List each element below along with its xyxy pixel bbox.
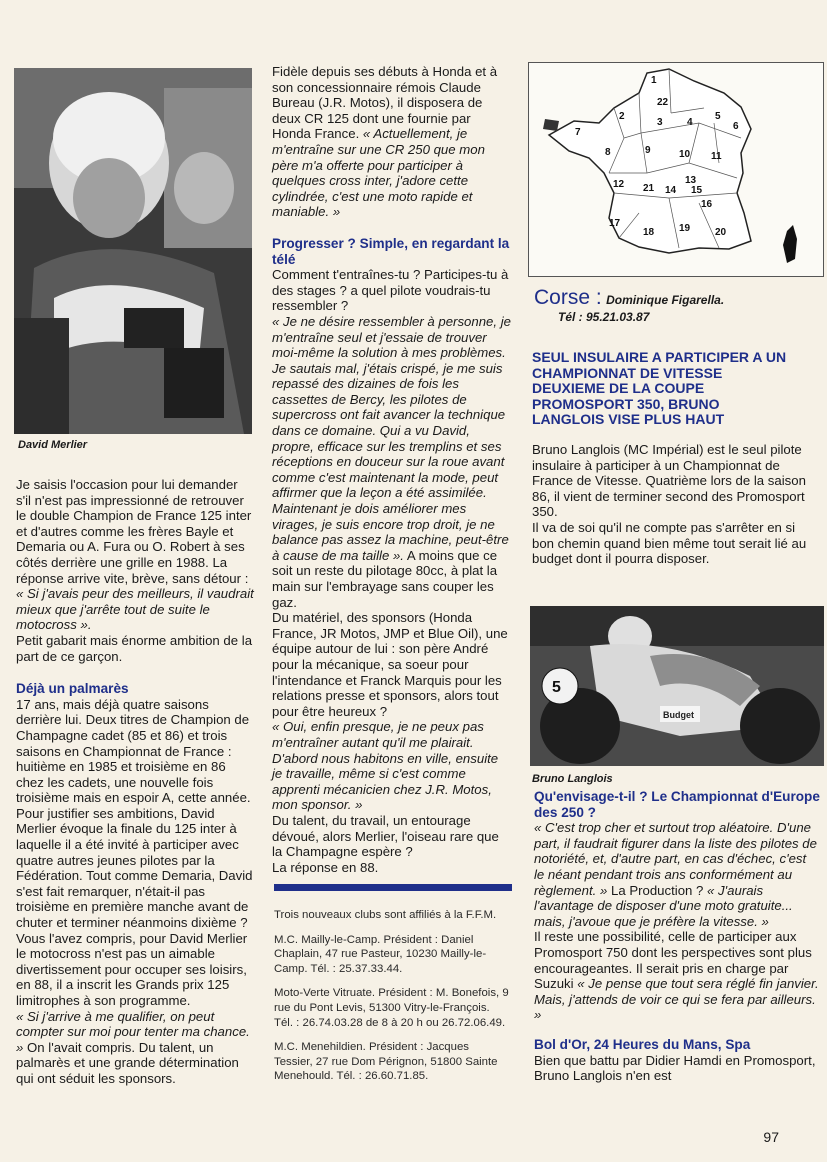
paragraph: Pour justifier ses ambitions, David Merlier évoque la finale du 125 inter à laquelle il a été invité à participer avec quatre autres jeunes pilotes par la Fédération. Tout comme Demaria, David s'est fait remarquer, n'était-il pas troisième en première manche avant de chuter et terminer néanmoins dixième ? Vous l'avez compris, pour David Merlier le motocross n'est pas un aimable divertissement pour occuper ses loisirs, en 88, il a inscrit les Grands prix 125 limitrophes à son programme. [16,805,253,1008]
racer-photo-illustration [530,606,824,766]
quote: « Si j'avais peur des meilleurs, il vaudrait mieux que j'arrête tout de suite le motocross ». [16,586,254,633]
map-region-number: 7 [575,127,581,138]
map-region-number: 20 [715,227,727,238]
france-map-illustration [529,63,823,276]
map-region-number: 10 [679,149,691,160]
club-entry: M.C. Menehildien. Président : Jacques Tessier, 27 rue Dom Pérignon, 51800 Sainte Menehould. Tél. : 26.60.71.85. [274,1041,498,1083]
corse-contact [534,286,824,324]
map-region-number: 17 [609,218,621,229]
corse-contact-name: Dominique Figarella. [606,293,725,307]
article-text-col2 [272,64,512,875]
map-region-number: 12 [613,179,625,190]
paragraph [16,477,256,633]
map-region-number: 15 [691,185,703,196]
quote: « Je ne désire ressembler à personne, je m'entraîne seul et j'essaie de trouver moi-même la solution à mes problèmes. Je sautais mal, j'étais crispé, je me suis repassé des dizaines de fois les cassettes de Bercy, les pilotes de supercross ont fait avancer la technique dans ce domaine. Qui a vu David, propre, efficace sur les tremplins et ses réceptions en douceur sur la roue avant comme c'est maintenant la mode, peut affirmer que la leçon a été assimilée. Maintenant je dois améliorer mes virages, je suis encore trop droit, je ne balance pas assez la machine, peut-être à cause de ma taille ». [272,313,511,563]
map-region-number: 19 [679,223,691,234]
paragraph [272,64,512,220]
map-region-number: 4 [687,117,693,128]
paragraph: 17 ans, mais déjà quatre saisons derrière lui. Deux titres de Champion de Champagne cadet (85 et 86) et trois saisons en Championnat de France : huitième en 1985 et troisième en 86 chez les cadets, une nouvelle fois troisième mais en espoir A, cette année. [16,696,251,806]
club-entry: Moto-Verte Vitruate. Président : M. Bonefois, 9 rue du Pont Levis, 51300 Vitry-le-François. Tél. : 26.74.03.28 de 8 à 20 h ou 26.72.06.49. [274,987,509,1029]
article-text-col3-top [532,442,820,567]
corse-phone: Tél : 95.21.03.87 [558,310,650,324]
paragraph [534,820,820,929]
quote: « Je pense que tout sera réglé fin janvier. Mais, j'attends de voir ce qui se fera par ailleurs. » [534,976,819,1023]
quote: « J'aurais l'avantage de disposer d'une moto gratuite... mais, j'avoue que je préfère la vitesse. » [534,882,793,929]
new-clubs-box [274,908,510,1094]
article-headline: SEUL INSULAIRE A PARTICIPER A UN CHAMPIONNAT DE VITESSE DEUXIEME DE LA COUPE PROMOSPORT 350, BRUNO LANGLOIS VISE PLUS HAUT [532,349,787,428]
quote: « C'est trop cher et surtout trop aléatoire. D'une part, il faudrait figurer dans la liste des pilotes de notoriété, et, d'autre part, en cas d'échec, c'est le néant pendant trois ans conformément au règlement. » [534,820,817,898]
section-heading: Déjà un palmarès [16,681,129,697]
section-heading: Qu'envisage-t-il ? Le Championnat d'Europe des 250 ? [534,789,820,820]
map-region-number: 3 [657,117,663,128]
paragraph: Petit gabarit mais énorme ambition de la part de ce garçon. [16,632,253,664]
svg-text:Budget: Budget [663,710,694,720]
photo-bruno-langlois [530,606,824,766]
paragraph [16,1009,256,1087]
section-divider [274,884,512,891]
text: A moins que ce soit un reste du pilotage 80cc, à plat la main sur l'embrayage sans couper les gaz. [272,547,498,610]
paragraph: La réponse en 88. [272,859,379,875]
map-region-number: 22 [657,97,669,108]
article-text-col1 [16,477,256,1087]
paragraph [272,314,512,610]
paragraph [534,929,820,1023]
svg-text:5: 5 [552,679,561,696]
photo-caption: David Merlier [18,439,88,451]
photo-caption: Bruno Langlois [532,773,613,785]
map-region-number: 13 [685,175,697,186]
paragraph: Bruno Langlois (MC Impérial) est le seul pilote insulaire à participer à un Championnat de France de Vitesse. Quatrième lors de la saison 86, il vient de terminer second des Promosport 350. [532,442,806,520]
map-region-number: 14 [665,185,677,196]
map-region-number: 8 [605,147,611,158]
quote-paragraph: « Oui, enfin presque, je ne peux pas m'entraîner autant qu'il me plairait. D'abord nous habitons en ville, ensuite je travaille, même si c'est comme apprenti mécanicien chez J.R. Motos, mon sponsor. » [272,719,499,813]
photo-david-merlier [14,68,252,434]
text: On l'avait compris. Du talent, un palmarès et une grande détermination qui ont séduit les sponsors. [16,1039,239,1086]
section-heading: Bol d'Or, 24 Heures du Mans, Spa [534,1036,751,1052]
rider-photo-illustration [14,68,252,434]
paragraph: Comment t'entraînes-tu ? Participes-tu à des stages ? a quel pilote voudrais-tu ressembler ? [272,267,509,314]
corse-label: Corse : [534,286,602,309]
map-region-number: 16 [701,199,713,210]
clubs-intro: Trois nouveaux clubs sont affiliés à la F.F.M. [274,909,497,921]
text: Fidèle depuis ses débuts à Honda et à son concessionnaire rémois Claude Bureau (J.R. Motos), il disposera de deux CR 125 dont une fournie par Honda France. [272,64,498,142]
map-region-number: 2 [619,111,625,122]
paragraph: Du talent, du travail, un entourage dévoué, alors Merlier, l'oiseau rare que la Champagne espère ? [272,812,499,860]
map-region-number: 9 [645,145,651,156]
page-number: 97 [763,1129,779,1145]
text: Il reste une possibilité, celle de participer aux Promosport 750 dont les perspectives sont plus encourageantes. Il serait pris en charge par Suzuki [534,929,812,992]
map-region-number: 6 [733,121,739,132]
text: Je saisis l'occasion pour lui demander s'il n'est pas impressionné de retrouver le double Champion de France 125 inter et d'autres comme les frères Bayle et Demaria ou A. Fura ou O. Robert à ses côtés derrière une grille en 1988. La réponse arrive vite, brève, sans détour : [16,477,252,586]
map-region-number: 5 [715,111,721,122]
france-regions-map [528,62,824,277]
map-region-number: 1 [651,75,657,86]
section-heading: Progresser ? Simple, en regardant la télé [272,235,510,267]
map-region-number: 18 [643,227,655,238]
club-entry: M.C. Mailly-le-Camp. Président : Daniel Chaplain, 47 rue Pasteur, 10230 Mailly-le-Camp. Tél. : 25.37.33.44. [274,933,487,975]
text: La Production ? [610,882,704,898]
map-region-number: 11 [711,151,722,162]
quote: « Actuellement, je m'entraîne sur une CR 250 que mon père m'a offerte pour participer à quelques cross inter, j'adore cette cylindrée, c'est une moto rapide et maniable. » [272,126,485,220]
paragraph: Il va de soi qu'il ne compte pas s'arrêter en si bon chemin quand bien même tout serait lié au budget dont il pourra disposer. [532,519,807,567]
paragraph: Du matériel, des sponsors (Honda France, JR Motos, JMP et Blue Oil), une équipe autour de lui : son père André pour la mécanique, sa soeur pour l'intendance et Franck Marquis pour les relations presse et sponsors, alors tout pour être heureux ? [272,610,508,719]
quote: « Si j'arrive à me qualifier, on peut compter sur moi pour tenter ma chance. » [16,1008,250,1055]
article-text-col3-bottom [534,789,820,1084]
paragraph: Bien que battu par Didier Hamdi en Promosport, Bruno Langlois n'en est [534,1052,816,1084]
map-region-number: 21 [643,183,655,194]
